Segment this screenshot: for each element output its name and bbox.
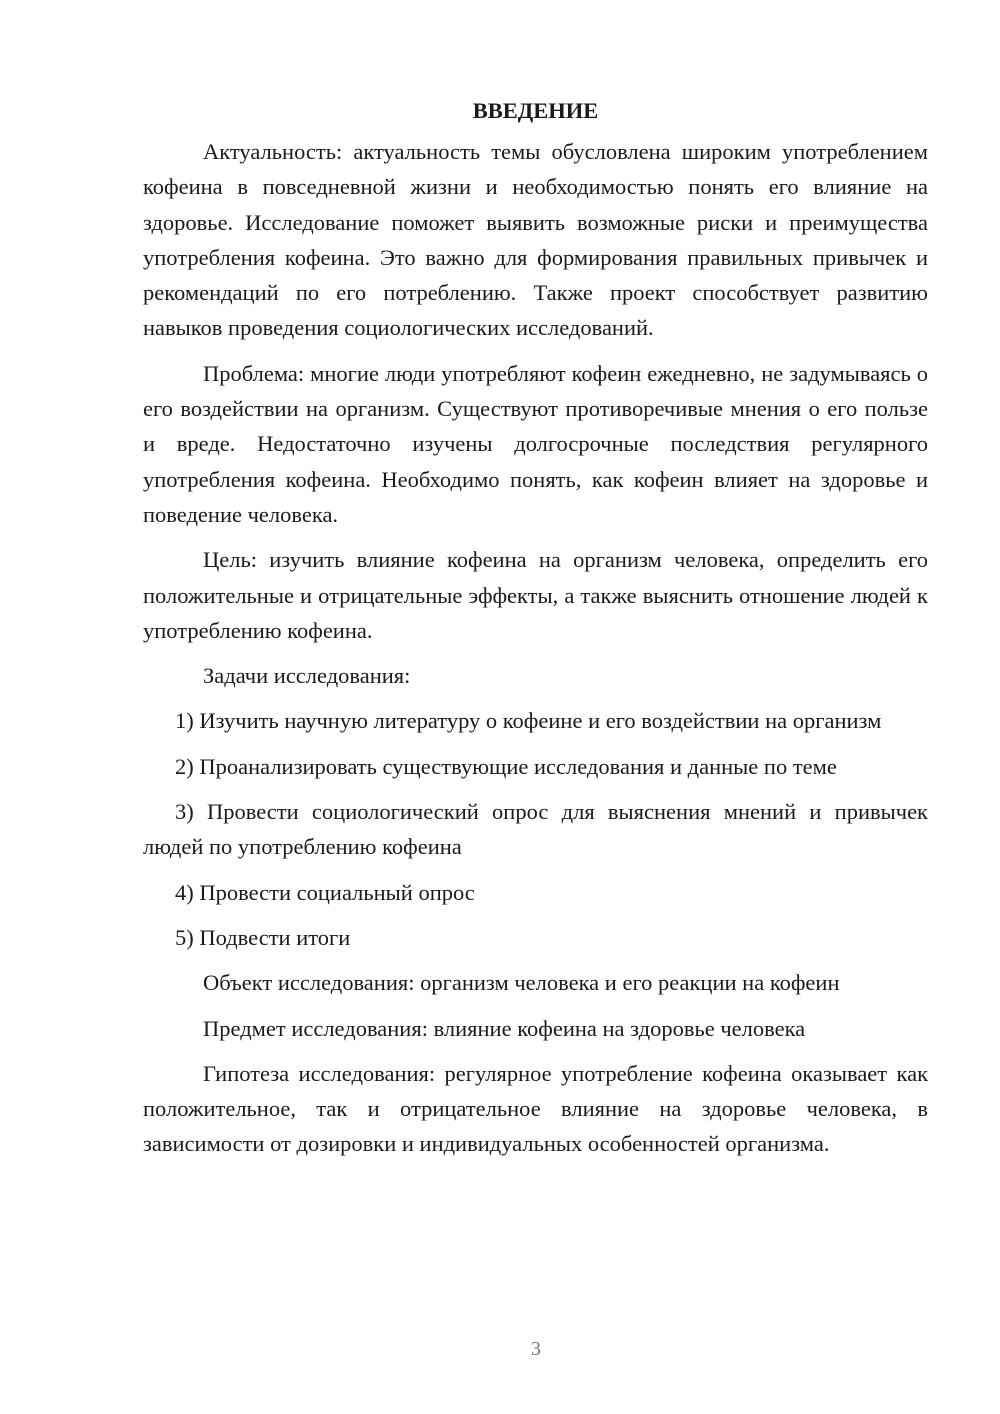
task-item-3: 3) Провести социологический опрос для выяснения мнений и привычек людей по употреблению кофеина — [143, 799, 928, 860]
goal-paragraph: Цель: изучить влияние кофеина на организм человека, определить его положительные и отрицательные эффекты, а также выяснить отношение людей к употреблению кофеина. — [143, 547, 928, 643]
page-content — [143, 94, 928, 1172]
task-item-2: 2) Проанализировать существующие исследования и данные по теме — [175, 753, 837, 779]
page-number: 3 — [531, 1338, 541, 1360]
task-item-4: 4) Провести социальный опрос — [175, 879, 475, 905]
task-item-1: 1) Изучить научную литературу о кофеине и его воздействии на организм — [175, 708, 882, 734]
tasks-heading: Задачи исследования: — [203, 663, 411, 689]
section-heading: ВВЕДЕНИЕ — [472, 98, 599, 123]
problem-paragraph: Проблема: многие люди употребляют кофеин ежедневно, не задумываясь о его воздействии на организм. Существуют противоречивые мнения о его пользе и вреде. Недостаточно изучены долгосрочные последствия регулярного употребления кофеина. Необходимо понять, как кофеин влияет на здоровье и поведение человека. — [143, 360, 928, 527]
research-subject: Предмет исследования: влияние кофеина на здоровье человека — [203, 1015, 806, 1041]
task-item-5: 5) Подвести итоги — [175, 924, 351, 950]
relevance-paragraph: Актуальность: актуальность темы обусловлена широким употреблением кофеина в повседневной жизни и необходимостью понять его влияние на здоровье. Исследование поможет выявить возможные риски и преимущества употребления кофеина. Это важно для формирования правильных привычек и рекомендаций по его потреблению. Также проект способствует развитию навыков проведения социологических исследований. — [143, 139, 928, 341]
research-object: Объект исследования: организм человека и его реакции на кофеин — [203, 970, 840, 996]
research-hypothesis: Гипотеза исследования: регулярное употребление кофеина оказывает как положительное, так и отрицательное влияние на здоровье человека, в зависимости от дозировки и индивидуальных особенностей организма. — [143, 1060, 928, 1157]
